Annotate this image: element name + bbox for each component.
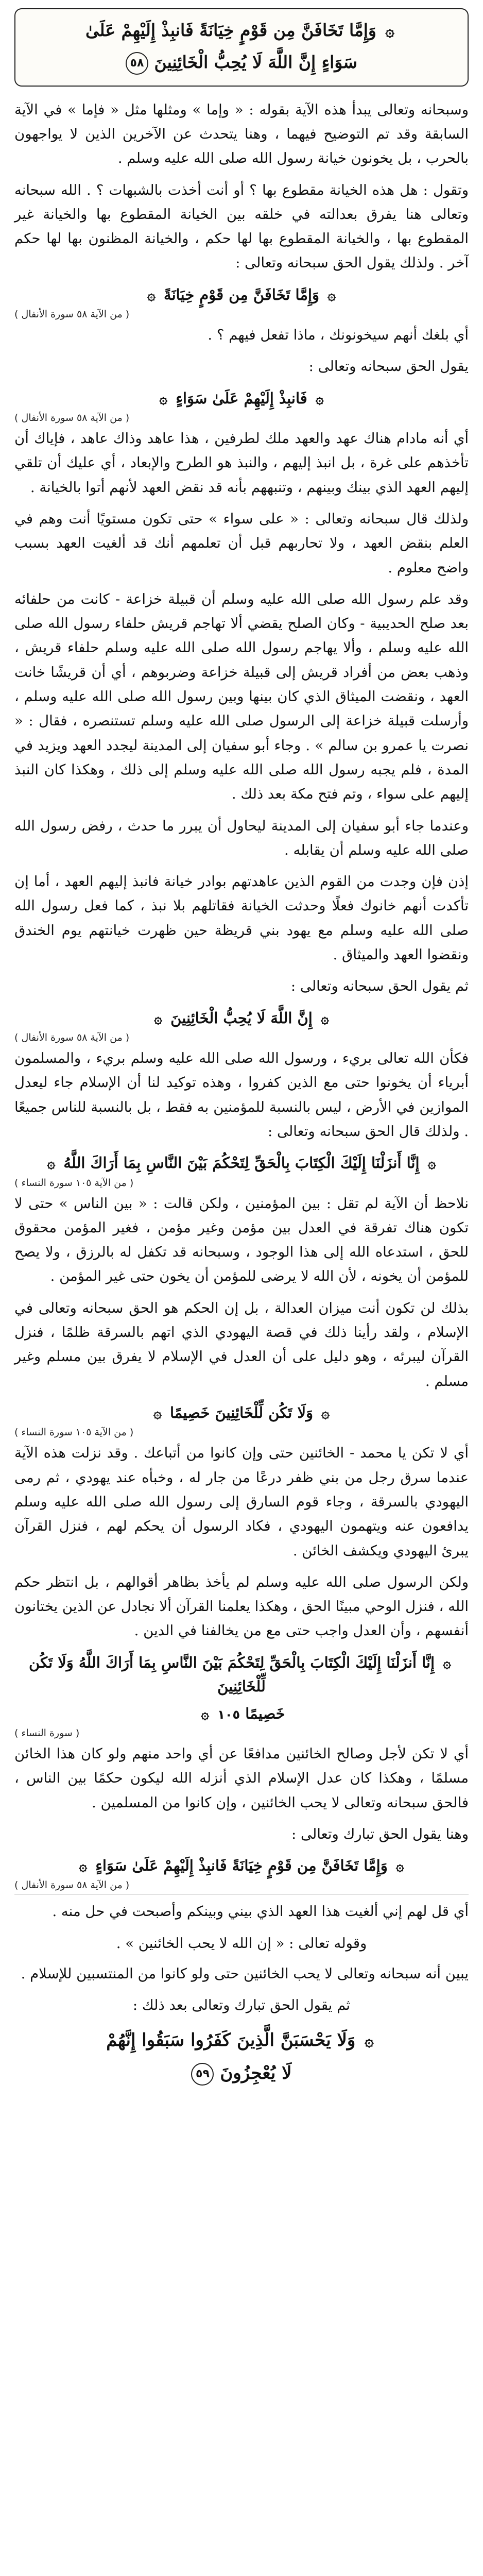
quoted-verse	[14, 1854, 469, 1877]
body-paragraph: أي قل لهم إني ألغيت هذا العهد الذي بيني وبينكم وأصبحت في حل منه .	[52, 1903, 469, 1920]
body-paragraph: وسبحانه وتعالى يبدأ هذه الآية بقوله : « وإما » ومثلها مثل « فإما » في الآية السابقة وقد تم التوضيح فيهما ، وهنا يتحدث عن الآخرين الذين لا يواجهون بالحرب ، بل يخونون خيانة رسول الله صلى الله عليه وسلم .	[14, 101, 469, 167]
ornament-icon: ۞	[153, 1405, 162, 1421]
body-paragraph: فكأن الله تعالى بريء ، ورسول الله صلى الله عليه وسلم بريء ، والمسلمون أبرياء أن يخونوا حتى مع الذين كفروا ، وهذه توكيد لنا أن الإسلام جاء ليعدل الموازين في الأرض ، ليس بالنسبة للمؤمنين به فقط ، بل بالنسبة للناس جميعًا . ولذلك قال الحق سبحانه وتعالى :	[14, 1050, 469, 1140]
body-paragraph: نلاحظ أن الآية لم تقل : بين المؤمنين ، ولكن قالت : « بين الناس » حتى لا تكون هناك تفرقة في العدل بين مؤمن وغير مؤمن ، فغير المؤمن محقوق للحق ، استدعاه الله إلى هذا الوجود ، وسبحانه قد تكفل له بالرزق ، ولا يصح للمؤمن أن يخونه ، لأن الله لا يرضى للمؤمن أن يخون حتى غير المؤمن .	[14, 1195, 469, 1285]
quoted-verse-continuation	[14, 1702, 469, 1725]
verse-number-badge: ٥٨	[126, 52, 148, 75]
ornament-icon: ۞	[201, 1706, 210, 1722]
opening-verse-line-2: سَوَاءٍ إِنَّ اللَّهَ لَا يُحِبُّ الْخَائِنِينَ	[154, 52, 358, 73]
body-quote-line: وقوله تعالى : « إن الله لا يحب الخائنين » .	[116, 1935, 367, 1952]
body-paragraph: وعندما جاء أبو سفيان إلى المدينة ليحاول أن يبرر ما حدث ، رفض رسول الله صلى الله عليه وسلم أن يقابله .	[14, 817, 469, 858]
ornament-icon: ۞	[147, 287, 156, 303]
ornament-icon: ۞	[154, 1010, 163, 1027]
body-paragraph: أي بلغك أنهم سيخونونك ، ماذا تفعل فيهم ؟ .	[208, 327, 469, 344]
body-paragraph: أي لا تكن لأجل وصالح الخائنين مدافعًا عن أي واحد منهم ولو كان هذا الخائن مسلمًا ، وهكذا كان عدل الإسلام الذي أنزله الله ليكون حكمًا بين الناس ، فالحق سبحانه وتعالى لا يحب الخائنين ، وإن كانوا من المسلمين .	[14, 1745, 469, 1811]
ornament-icon: ۞	[365, 2031, 374, 2050]
quoted-verse-text: فَانبِذْ إِلَيْهِمْ عَلَىٰ سَوَاءٍ	[176, 389, 307, 407]
ornament-icon: ۞	[395, 1858, 404, 1875]
quoted-verse	[14, 1651, 469, 1699]
quoted-verse-text: إِنَّا أَنزَلْنَا إِلَيْكَ الْكِتَابَ بِالْحَقِّ لِتَحْكُمَ بَيْنَ النَّاسِ بِمَا أَرَاكَ اللَّهُ	[63, 1154, 420, 1172]
opening-verse-line-1: وَإِمَّا تَخَافَنَّ مِن قَوْمٍ خِيَانَةً فَانبِذْ إِلَيْهِمْ عَلَىٰ	[85, 20, 376, 40]
quoted-verse	[14, 1401, 469, 1425]
body-paragraph: بذلك لن تكون أنت ميزان العدالة ، بل إن الحكم هو الحق سبحانه وتعالى في الإسلام ، ولقد رأينا ذلك في قصة اليهودي الذي اتهم بالسرقة ظلمًا ، فنزل القرآن ليبرئه ، وهو دليل على أن العدل في الإسلام لا يفرق بين مسلم وغير مسلم .	[14, 1299, 469, 1389]
body-paragraph: وقد علم رسول الله صلى الله عليه وسلم أن قبيلة خزاعة - كانت من حلفائه بعد صلح الحديبية - وكان الصلح يقضي ألا تهاجم قريش حلفاء رسول الله صلى الله عليه وسلم ، وألا يهاجم رسول الله صلى الله عليه وسلم حلفاء قريش ، وذهب بعض من أفراد قريش إلى قبيلة خزاعة وضربوهم ، أي أن قريشًا خانت العهد ، ونقضت الميثاق الذي كان بينها وبين رسول الله صلى الله عليه وسلم ، وأرسلت قبيلة خزاعة إلى الرسول صلى الله عليه وسلم تستنصره ، فقال : « نصرت يا عمرو بن سالم » . وجاء أبو سفيان إلى المدينة ليجدد العهد ويزيد في المدة ، فلم يجبه رسول الله صلى الله عليه وسلم إلى ذلك ، وهكذا كان النبذ إليهم على سواء ، وتم فتح مكة بعد ذلك .	[14, 590, 469, 803]
quoted-verse-text: وَإِمَّا تَخَافَنَّ مِن قَوْمٍ خِيَانَةً فَانبِذْ إِلَيْهِمْ عَلَىٰ سَوَاءٍ	[95, 1857, 388, 1875]
ornament-icon: ۞	[79, 1858, 88, 1875]
ornament-icon: ۞	[385, 22, 394, 40]
ornament-icon: ۞	[320, 1010, 329, 1027]
verse-reference: ( من الآية ٥٨ سورة الأنفال )	[14, 1879, 130, 1891]
body-paragraph: يقول الحق سبحانه وتعالى :	[308, 358, 469, 375]
body-paragraph: يبين أنه سبحانه وتعالى لا يحب الخائنين حتى ولو كانوا من المنتسبين للإسلام .	[21, 1965, 469, 1982]
verse-reference: ( من الآية ٥٨ سورة الأنفال )	[14, 309, 130, 320]
body-paragraph: ولكن الرسول صلى الله عليه وسلم لم يأخذ بظاهر أقوالهم ، بل انتظر حكم الله ، فنزل الوحي مبينًا الحق ، وهكذا يعلمنا القرآن ألا نجادل عن الذين يختانون أنفسهم ، وأن العدل واجب حتى مع من يخالفنا في الدين .	[14, 1573, 469, 1639]
ornament-icon: ۞	[443, 1655, 451, 1671]
ornament-icon: ۞	[327, 287, 336, 303]
body-paragraph: إذن فإن وجدت من القوم الذين عاهدتهم بوادر خيانة فانبذ إليهم العهد ، أما إن تأكدت أنهم خانوك فعلًا وحدثت الخيانة فقاتلهم بلا نبذ ، كما فعل رسول الله صلى الله عليه وسلم مع يهود بني قريظة حين ظهرت خيانتهم يوم الخندق ونقضوا العهد والميثاق .	[14, 873, 469, 963]
quoted-verse	[14, 1006, 469, 1030]
closing-verse-line-2: لَا يُعْجِزُونَ	[220, 2063, 292, 2084]
body-paragraph: ثم يقول الحق سبحانه وتعالى :	[290, 978, 469, 995]
quoted-verse-text: وَإِمَّا تَخَافَنَّ مِن قَوْمٍ خِيَانَةً	[164, 285, 319, 303]
ornament-icon: ۞	[321, 1405, 330, 1421]
quoted-verse	[14, 386, 469, 410]
verse-reference: ( من الآية ٥٨ سورة الأنفال )	[14, 1032, 130, 1044]
verse-number: ١٠٥	[217, 1707, 240, 1722]
quoted-verse	[14, 1151, 469, 1175]
body-quote-line: ثم يقول الحق تبارك وتعالى بعد ذلك :	[132, 1996, 351, 2013]
body-paragraph: وهنا يقول الحق تبارك وتعالى :	[291, 1825, 469, 1842]
verse-number-badge: ٥٩	[191, 2063, 214, 2086]
closing-verse-line-1: وَلَا يَحْسَبَنَّ الَّذِينَ كَفَرُوا سَبَقُوا إِنَّهُمْ	[106, 2029, 356, 2050]
verse-reference: ( من الآية ٥٨ سورة الأنفال )	[14, 412, 130, 424]
quoted-verse-text: إِنَّا أَنزَلْنَا إِلَيْكَ الْكِتَابَ بِالْحَقِّ لِتَحْكُمَ بَيْنَ النَّاسِ بِمَا أَرَاكَ اللَّهُ وَلَا تَكُن لِّلْخَائِنِينَ	[29, 1653, 435, 1696]
quoted-verse-text: خَصِيمًا	[245, 1704, 285, 1722]
quoted-verse-text: وَلَا تَكُن لِّلْخَائِنِينَ خَصِيمًا	[169, 1403, 314, 1421]
ornament-icon: ۞	[315, 391, 324, 407]
ornament-icon: ۞	[47, 1156, 56, 1172]
verse-reference: ( سورة النساء )	[14, 1727, 80, 1739]
body-paragraph: أي أنه مادام هناك عهد والعهد ملك لطرفين ، هذا عاهد وذاك عاهد ، فإياك أن تأخذهم على غرة ، بل انبذ إليهم ، والنبذ هو الطرح والإبعاد ، أي عليك أن تلقي إليهم العهد الذي بينك وبينهم ، وتنبههم بأنه قد نقض العهد لأنهم أتوا بالخيانة .	[14, 430, 469, 496]
body-paragraph: ولذلك قال سبحانه وتعالى : « على سواء » حتى تكون مستويًا أنت وهم في العلم بنقض العهد ، ولا تحاربهم قبل أن تعلمهم أنك قد ألغيت العهد بسبب واضح معلوم .	[14, 510, 469, 576]
verse-reference: ( من الآية ١٠٥ سورة النساء )	[14, 1427, 134, 1438]
quoted-verse	[14, 283, 469, 307]
verse-reference: ( من الآية ١٠٥ سورة النساء )	[14, 1177, 134, 1189]
opening-verse-box	[14, 8, 469, 87]
body-paragraph: أي لا تكن يا محمد - الخائنين حتى وإن كانوا من أتباعك . وقد نزلت هذه الآية عندما سرق رجل من بني ظفر درعًا من جار له ، وخبأه عند يهودي ، ثم رمى اليهودي بالسرقة ، وجاء قوم السارق إلى رسول الله صلى الله عليه وسلم يدافعون عنه ويتهمون اليهودي ، فكاد الرسول أن يحكم لهم ، فنزل القرآن يبرئ اليهودي ويكشف الخائن .	[14, 1445, 469, 1559]
body-paragraph: وتقول : هل هذه الخيانة مقطوع بها ؟ أو أنت أخذت بالشبهات ؟ . الله سبحانه وتعالى هنا يفرق بعدالته في خلقه بين الخيانة المقطوع بها والخيانة غير المقطوع بها ، والخيانة المقطوع بها لها حكم ، والخيانة المظنون بها لها حكم آخر . ولذلك يقول الحق سبحانه وتعالى :	[14, 181, 469, 272]
ornament-icon: ۞	[159, 391, 168, 407]
ornament-icon: ۞	[427, 1156, 436, 1172]
quoted-verse-text: إِنَّ اللَّهَ لَا يُحِبُّ الْخَائِنِينَ	[170, 1009, 313, 1027]
closing-verse-box	[14, 2024, 469, 2090]
